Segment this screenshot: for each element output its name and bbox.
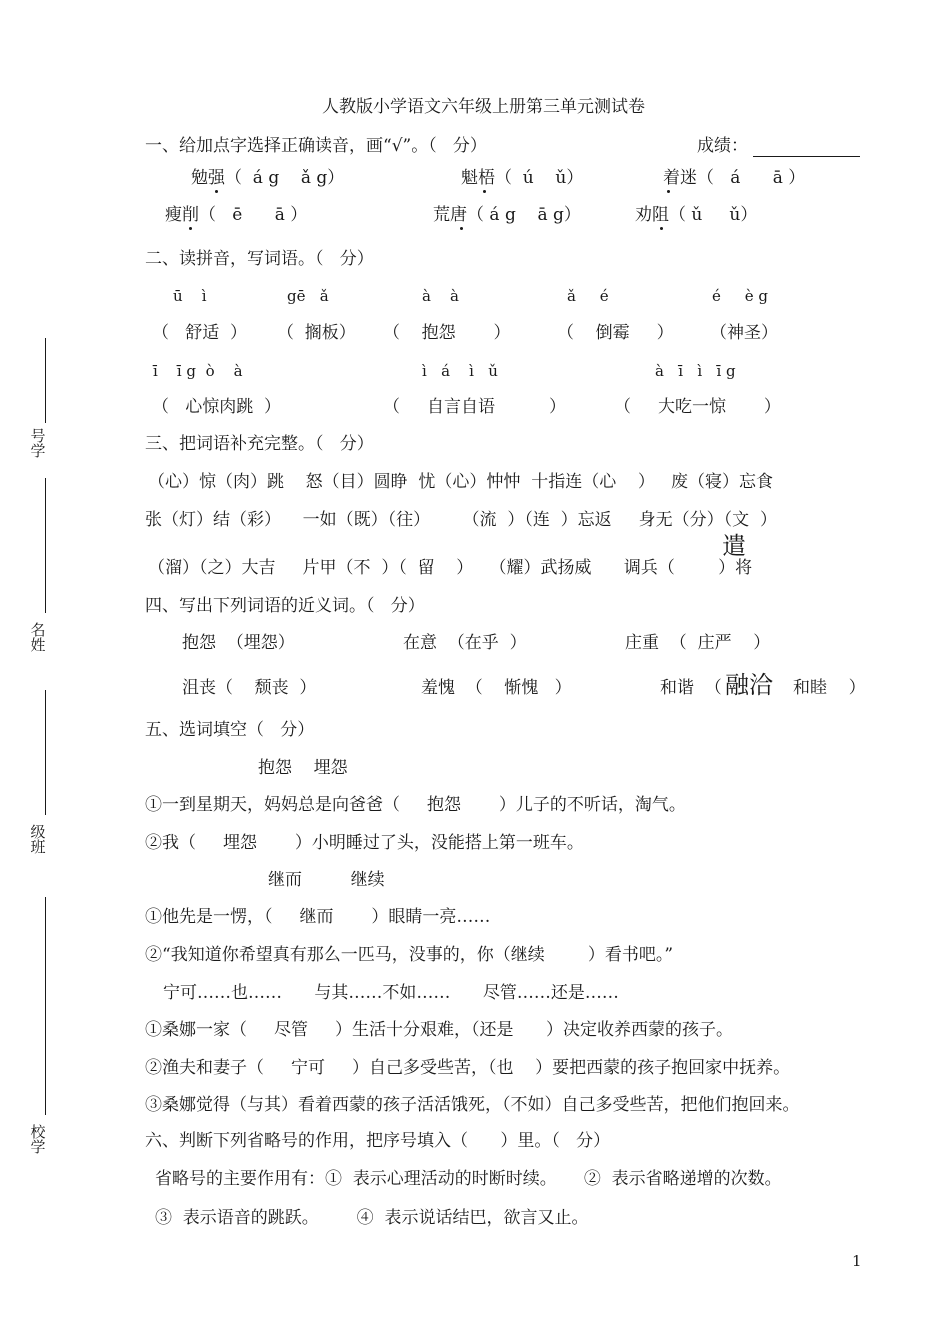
synonym-item: 庄重 （ 庄严 ）	[625, 633, 771, 653]
pinyin: é è g	[712, 287, 768, 305]
page-number: 1	[852, 1252, 862, 1270]
fill-question: ③桑娜觉得（与其）看着西蒙的孩子活活饿死，（不如）自己多受些苦，把他们抱回来。	[145, 1095, 800, 1115]
emphasis-dot	[215, 190, 218, 193]
s1-item-1: 勉强（ á g ǎ g）	[191, 168, 345, 188]
student-number-label: 号学	[28, 428, 47, 458]
pinyin: à ī ì ī g	[655, 362, 736, 380]
name-label: 名姓	[28, 622, 47, 652]
answer: （ 心惊肉跳 ）	[152, 397, 282, 417]
section2-heading: 二、读拼音，写词语。（ 分）	[145, 249, 374, 269]
binding-line	[45, 897, 46, 1115]
score-underline	[753, 156, 860, 157]
answer: （ 大吃一惊 ）	[614, 397, 781, 417]
pinyin: à à	[422, 287, 459, 305]
fill-question: ②渔夫和妻子（ 宁可 ）自己多受些苦，（也 ）要把西蒙的孩子抱回家中抚养。	[145, 1058, 791, 1078]
section3-heading: 三、把词语补充完整。（ 分）	[145, 434, 374, 454]
fill-question: ①桑娜一家（ 尽管 ）生活十分艰难，（还是 ）决定收养西蒙的孩子。	[145, 1020, 733, 1040]
binding-line	[45, 338, 46, 423]
fill-question: ②“我知道你希望真有那么一匹马，没事的，你（继续 ）看书吧。”	[145, 945, 674, 965]
emphasis-dot	[660, 227, 663, 230]
binding-line	[45, 690, 46, 815]
class-label: 级班	[28, 824, 47, 854]
synonym-item: 和睦 ）	[793, 678, 866, 698]
pinyin: ǎ é	[567, 287, 609, 305]
school-label: 校学	[28, 1124, 47, 1154]
section1-heading: 一、给加点字选择正确读音，画“√”。（ 分）	[145, 136, 487, 156]
answer: （ 倒霉 ）	[557, 323, 674, 343]
s1-item-5: 荒唐（ á g ā g）	[433, 205, 581, 225]
word-choices: 继而 继续	[268, 870, 385, 890]
idiom-line: （溜）（之）大吉 片甲（不 ）（ 留 ） （耀）武扬威 调兵（ ）将	[148, 558, 753, 578]
s1-item-2: 魁梧（ ú ǔ）	[461, 168, 584, 188]
synonym-item: 抱怨 （埋怨）	[182, 633, 295, 653]
emphasis-dot	[667, 190, 670, 193]
s1-item-6: 劝阻（ ǔ ǔ）	[635, 205, 758, 225]
answer: （神圣）	[710, 323, 778, 343]
ellipsis-usage: ③ 表示语音的跳跃。 ④ 表示说话结巴，欲言又止。	[155, 1208, 589, 1228]
section4-heading: 四、写出下列词语的近义词。（ 分）	[145, 596, 425, 616]
word-choices: 抱怨 埋怨	[258, 758, 348, 778]
handwritten-answer: 融洽	[725, 671, 773, 699]
synonym-item: 在意 （在乎 ）	[403, 633, 527, 653]
answer: （ 搁板）	[277, 323, 356, 343]
fill-question: ②我（ 埋怨 ）小明睡过了头，没能搭上第一班车。	[145, 833, 584, 853]
answer: （ 舒适 ）	[152, 323, 248, 343]
emphasis-dot	[460, 227, 463, 230]
page-title: 人教版小学语文六年级上册第三单元测试卷	[322, 97, 645, 117]
word-choices: 宁可……也…… 与其……不如…… 尽管……还是……	[163, 983, 619, 1003]
s1-item-4: 瘦削（ ē ā ）	[165, 205, 308, 225]
synonym-item: 沮丧（ 颓丧 ）	[182, 678, 317, 698]
synonym-item: 和谐 （	[660, 678, 722, 698]
idiom-line: （心）惊（肉）跳 怒（目）圆睁 忧（心）忡忡 十指连（心 ） 废（寝）忘食	[148, 472, 774, 492]
fill-question: ①他先是一愣，（ 继而 ）眼睛一亮……	[145, 907, 491, 927]
fill-question: ①一到星期天，妈妈总是向爸爸（ 抱怨 ）儿子的不听话，淘气。	[145, 795, 686, 815]
answer: （ 抱怨 ）	[383, 323, 511, 343]
score-label: 成绩：	[697, 136, 748, 156]
handwritten-answer: 遣	[722, 532, 746, 560]
pinyin: ū ì	[173, 287, 207, 305]
s1-item-3: 着迷（ á ā ）	[663, 168, 806, 188]
section6-heading: 六、判断下列省略号的作用，把序号填入（ ）里。（ 分）	[145, 1131, 611, 1151]
binding-line	[45, 478, 46, 613]
idiom-line: 张（灯）结（彩） 一如（既）（往） （流 ）（连 ）忘返 身无（分）（文 ）	[145, 510, 777, 530]
pinyin: ī ī g ò à	[153, 362, 243, 380]
pinyin: gē ǎ	[287, 287, 329, 305]
answer: （ 自言自语 ）	[383, 397, 567, 417]
ellipsis-usage: 省略号的主要作用有：① 表示心理活动的时断时续。 ② 表示省略递增的次数。	[155, 1169, 782, 1189]
section5-heading: 五、选词填空（ 分）	[145, 720, 315, 740]
emphasis-dot	[189, 227, 192, 230]
pinyin: ì á ì ǔ	[422, 362, 498, 380]
synonym-item: 羞愧 （ 惭愧 ）	[421, 678, 572, 698]
emphasis-dot	[483, 190, 486, 193]
